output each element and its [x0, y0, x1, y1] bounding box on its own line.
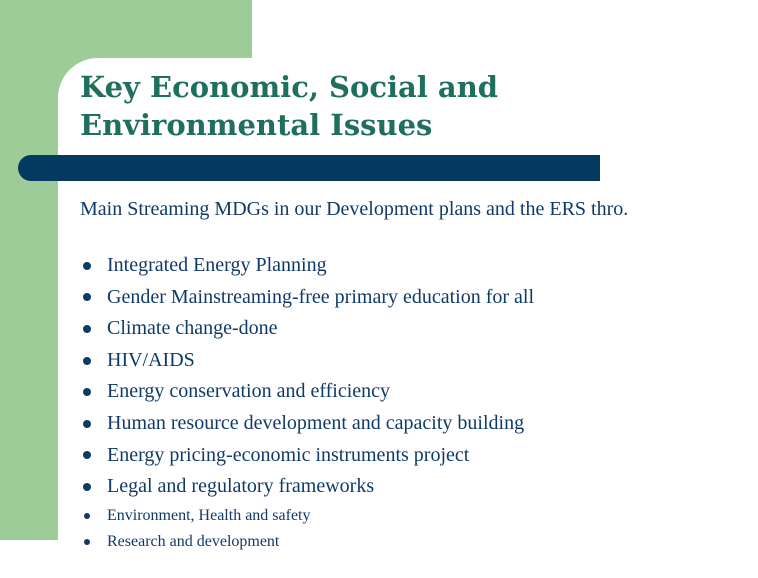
title-line-1: Key Economic, Social and [80, 70, 499, 104]
bullet-item-small [80, 503, 700, 529]
bullet-list [80, 250, 700, 555]
bullet-item [80, 313, 700, 345]
bullet-dot-icon [83, 357, 91, 365]
bullet-text: Research and development [107, 532, 280, 550]
bullet-item [80, 376, 700, 408]
bullet-dot-icon [84, 539, 90, 545]
bullet-item [80, 440, 700, 472]
bullet-text: Human resource development and capacity building [107, 411, 525, 434]
bullet-dot-icon [83, 262, 91, 270]
bullet-text: Energy conservation and efficiency [107, 380, 391, 403]
bullet-text: HIV/AIDS [107, 348, 195, 371]
bullet-text: Gender Mainstreaming-free primary education for all [107, 285, 535, 308]
bullet-dot-icon [83, 293, 91, 301]
bullet-text: Integrated Energy Planning [107, 254, 327, 276]
bullet-dot-icon [83, 451, 91, 459]
bullet-dot-icon [83, 388, 91, 396]
title-line-2: Environmental Issues [80, 108, 433, 142]
title-divider-bar [18, 155, 600, 181]
bullet-dot-icon [83, 420, 91, 428]
bullet-dot-icon [84, 513, 90, 519]
bullet-text: Environment, Health and safety [107, 506, 311, 524]
slide-title [80, 68, 680, 144]
bullet-text: Energy pricing-economic instruments project [107, 443, 470, 466]
bullet-item [80, 282, 700, 314]
bullet-item [80, 408, 700, 440]
bullet-item [80, 345, 700, 377]
bullet-dot-icon [83, 483, 91, 491]
bullet-item [80, 250, 700, 282]
bullet-item-small [80, 529, 700, 555]
bullet-text: Legal and regulatory frameworks [107, 475, 375, 498]
bullet-text: Climate change-done [107, 317, 278, 340]
bullet-item [80, 471, 700, 503]
intro-paragraph: Main Streaming MDGs in our Development plans and the ERS thro. [80, 198, 629, 220]
bullet-dot-icon [83, 325, 91, 333]
